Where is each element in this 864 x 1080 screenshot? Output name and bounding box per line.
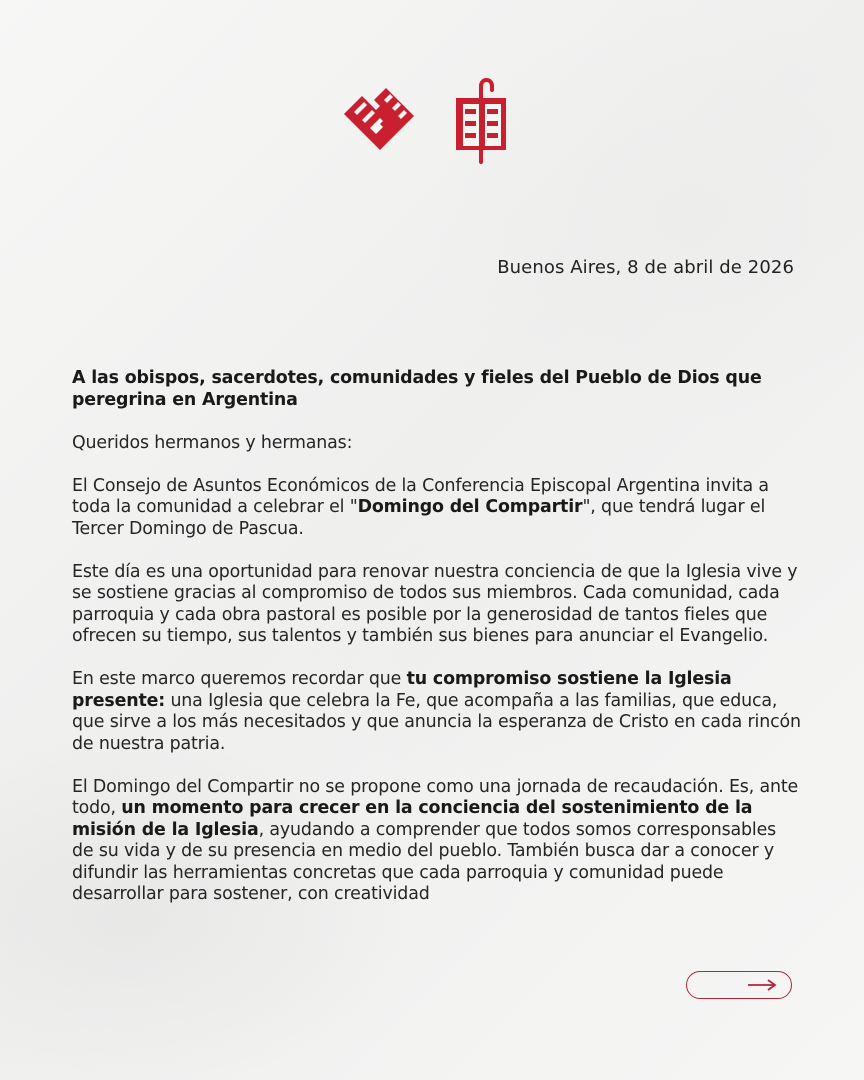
bold-text: tu compromiso sostiene la Iglesia presente: (72, 669, 732, 711)
fe-heart-icon (340, 88, 420, 154)
text: , ayudando a comprender que todos somos corresponsables de su vida y de su presencia en medio del pueblo. También busca dar a conocer y difundir las herramientas concretas que cada parroquia y comunidad puede desarrollar para sostener, con creatividad (72, 819, 777, 904)
text: En este marco queremos recordar que (72, 669, 407, 689)
crozier-shield-icon (452, 76, 512, 164)
paragraph-4 (72, 777, 802, 906)
letter-date: Buenos Aires, 8 de abril de 2026 (497, 257, 794, 278)
bold-text: un momento para crecer en la conciencia del sostenimiento de la misión de la Iglesia (72, 798, 753, 840)
paragraph-1 (72, 476, 802, 541)
arrow-right-icon (747, 979, 777, 991)
next-page-button[interactable] (686, 971, 792, 999)
letter-body (72, 368, 802, 927)
text: El Domingo del Compartir no se propone como una jornada de recaudación. Es, ante todo, (72, 776, 799, 818)
paragraph-2: Este día es una oportunidad para renovar nuestra conciencia de que la Iglesia vive y se sostiene gracias al compromiso de todos sus miembros. Cada comunidad, cada parroquia y cada obra pastoral es posible por la generosidad de tantos fieles que ofrecen su tiempo, sus talentos y también sus bienes para anunciar el Evangelio. (72, 561, 798, 646)
header-logos (0, 76, 864, 166)
letter-heading: A las obispos, sacerdotes, comunidades y fieles del Pueblo de Dios que peregrina en Argentina (72, 368, 762, 410)
text: una Iglesia que celebra la Fe, que acompaña a las familias, que educa, que sirve a los más necesitados y que anuncia la esperanza de Cristo en cada rincón de nuestra patria. (72, 690, 801, 754)
paragraph-3 (72, 669, 802, 755)
text: El Consejo de Asuntos Económicos de la Conferencia Episcopal Argentina invita a toda la comunidad a celebrar el " (72, 475, 769, 517)
letter-greeting: Queridos hermanos y hermanas: (72, 432, 353, 453)
text: ", que tendrá lugar el Tercer Domingo de Pascua. (72, 497, 766, 539)
bold-text: Domingo del Compartir (357, 497, 583, 517)
